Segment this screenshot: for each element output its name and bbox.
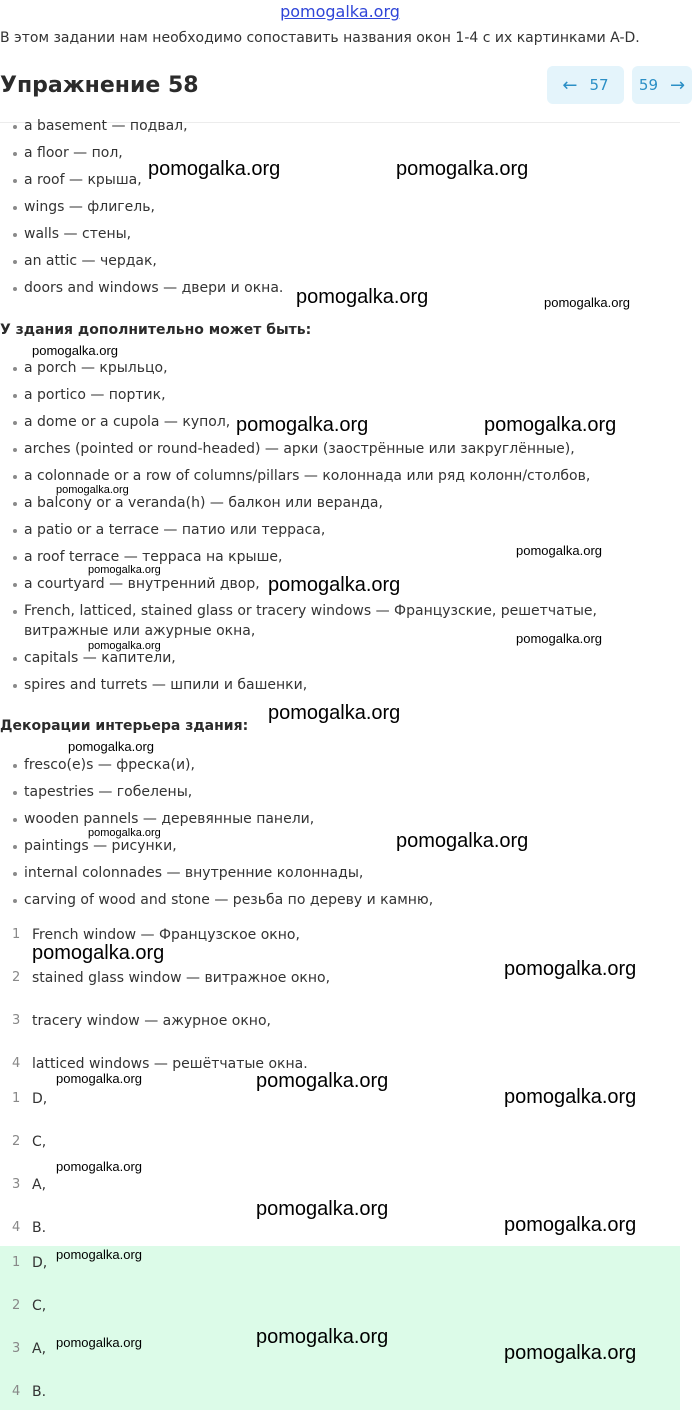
intro-text: В этом задании нам необходимо сопоставить названия окон 1-4 с их картинками A-D. [0,30,640,46]
item-text: D, [32,1255,48,1271]
watermark: pomogalka.org [516,631,602,646]
watermark: pomogalka.org [32,942,165,964]
list-item: walls — стены, [0,224,283,244]
additional-heading: У здания дополнительно может быть: [0,322,312,338]
item-text: A, [32,1177,47,1193]
watermark: pomogalka.org [32,343,118,358]
list-item: a balcony or a veranda(h) — балкон или веранда, [0,493,624,513]
watermark: pomogalka.org [484,414,617,436]
item-number: 4 [12,1056,21,1071]
prev-exercise-button[interactable] [547,66,624,104]
list-item: wooden pannels — деревянные панели, [0,809,433,829]
matches-list [0,1091,680,1263]
watermark: pomogalka.org [56,1159,142,1174]
list-item: a patio or a terrace — патио или терраса, [0,520,624,540]
watermark: pomogalka.org [516,543,602,558]
watermark: pomogalka.org [88,564,161,576]
list-item: spires and turrets — шпили и башенки, [0,675,624,695]
list-item: a floor — пол, [0,143,283,163]
item-text: A, [32,1341,47,1357]
list-item [0,1384,680,1427]
watermark: pomogalka.org [268,702,401,724]
list-item: carving of wood and stone — резьба по дереву и камню, [0,890,433,910]
item-number: 3 [12,1013,21,1028]
list-item: a courtyard — внутренний двор, [0,574,624,594]
watermark: pomogalka.org [236,414,369,436]
watermark: pomogalka.org [256,1198,389,1220]
list-item: paintings — рисунки, [0,836,433,856]
watermark: pomogalka.org [544,295,630,310]
list-item: French, latticed, stained glass or tracery windows — Французские, решетчатые, витражные или ажурные окна, [0,601,624,641]
item-text: French window — Французское окно, [32,927,300,943]
list-item: fresco(e)s — фреска(и), [0,755,433,775]
item-number: 2 [12,970,21,985]
watermark: pomogalka.org [148,158,281,180]
watermark: pomogalka.org [56,1071,142,1086]
watermark: pomogalka.org [396,158,529,180]
watermark: pomogalka.org [396,830,529,852]
watermark: pomogalka.org [296,286,429,308]
watermark: pomogalka.org [56,1335,142,1350]
watermark: pomogalka.org [504,958,637,980]
arrow-left-icon: ← [562,74,578,96]
list-item: a roof — крыша, [0,170,283,190]
watermark: pomogalka.org [268,574,401,596]
arrow-right-icon: → [670,74,686,96]
item-text: stained glass window — витражное окно, [32,970,331,986]
list-item: a portico — портик, [0,385,624,405]
item-number: 2 [12,1134,21,1149]
item-number: 4 [12,1384,21,1399]
exercise-header [0,64,686,123]
watermark: pomogalka.org [256,1326,389,1348]
watermark: pomogalka.org [504,1086,637,1108]
item-text: D, [32,1091,48,1107]
prev-exercise-label: 57 [589,76,609,94]
list-item: capitals — капители, [0,648,624,668]
next-exercise-label: 59 [638,76,658,94]
list-item: doors and windows — двери и окна. [0,278,283,298]
watermark: pomogalka.org [56,1247,142,1262]
watermark: pomogalka.org [88,827,161,839]
page-title: Упражнение 58 [0,73,199,98]
item-number: 3 [12,1341,21,1356]
list-item: arches (pointed or round-headed) — арки (заострённые или закруглённые), [0,439,624,459]
list-item: wings — флигель, [0,197,283,217]
item-number: 1 [12,927,21,942]
item-text: C, [32,1134,47,1150]
parts-list [0,116,283,305]
list-item: internal colonnades — внутренние колоннады, [0,863,433,883]
site-title-link[interactable]: pomogalka.org [280,2,400,21]
list-item: a dome or a cupola — купол, [0,412,624,432]
interior-list [0,755,433,917]
list-item: an attic — чердак, [0,251,283,271]
list-item: a basement — подвал, [0,116,283,136]
item-text: B. [32,1220,47,1236]
item-number: 3 [12,1177,21,1192]
watermark: pomogalka.org [88,640,161,652]
next-exercise-button[interactable] [632,66,692,104]
item-text: C, [32,1298,47,1314]
item-text: B. [32,1384,47,1400]
list-item: a colonnade or a row of columns/pillars — колоннада или ряд колонн/столбов, [0,466,624,486]
item-number: 1 [12,1255,21,1270]
item-text: tracery window — ажурное окно, [32,1013,271,1029]
watermark: pomogalka.org [56,484,129,496]
watermark: pomogalka.org [504,1214,637,1236]
item-number: 4 [12,1220,21,1235]
list-item: tapestries — гобелены, [0,782,433,802]
list-item: a porch — крыльцо, [0,358,624,378]
item-number: 1 [12,1091,21,1106]
interior-heading: Декорации интерьера здания: [0,718,249,734]
item-text: latticed windows — решётчатые окна. [32,1056,308,1072]
watermark: pomogalka.org [504,1342,637,1364]
watermark: pomogalka.org [68,739,154,754]
list-item: a roof terrace — терраса на крыше, [0,547,624,567]
watermark: pomogalka.org [256,1070,389,1092]
item-number: 2 [12,1298,21,1313]
list-item [0,1013,680,1056]
